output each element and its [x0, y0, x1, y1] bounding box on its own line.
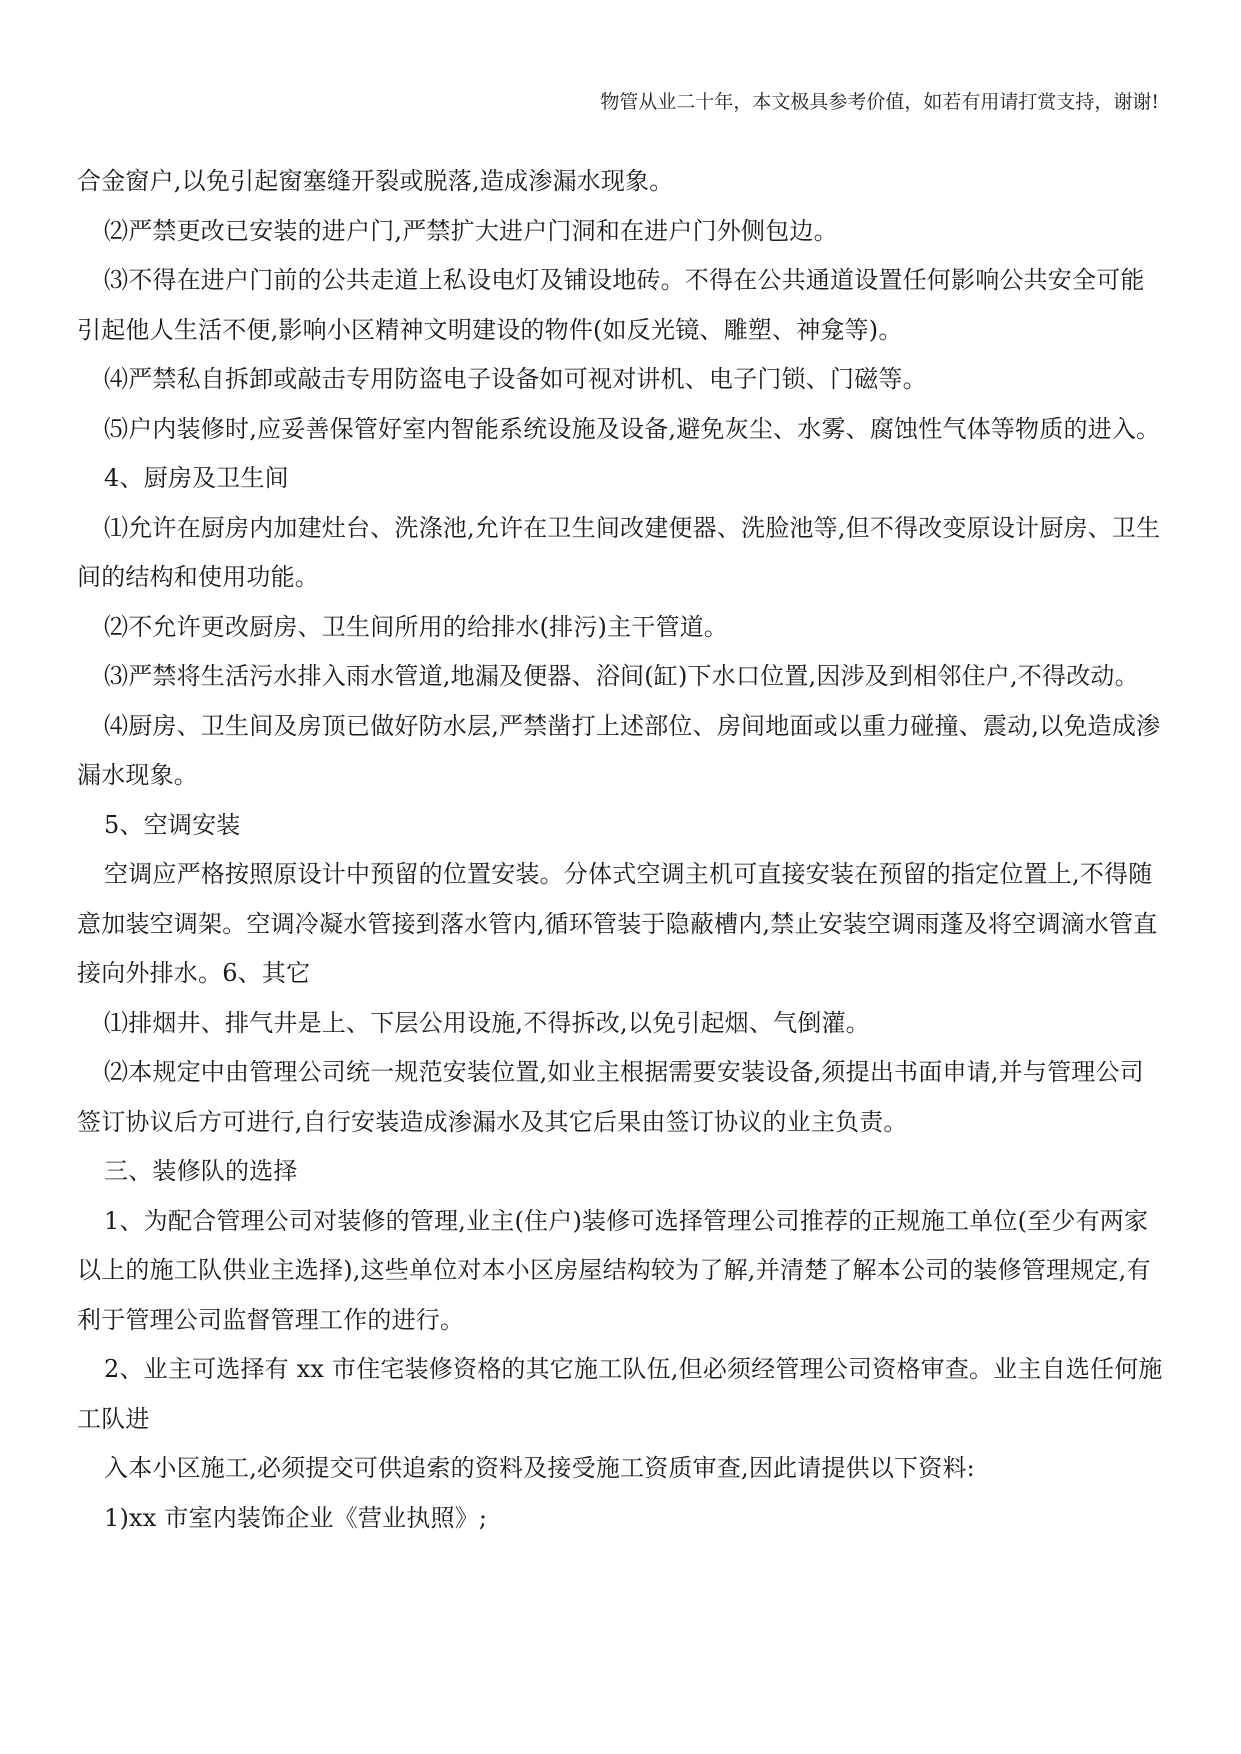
paragraph-public-corridor: ⑶不得在进户门前的公共走道上私设电灯及铺设地砖。不得在公共通道设置任何影响公共安全可能引起他人生活不便,影响小区精神文明建设的物件(如反光镜、雕塑、神龛等)。 — [77, 266, 1145, 344]
paragraph-sewage: ⑶严禁将生活污水排入雨水管道,地漏及便器、浴间(缸)下水口位置,因涉及到相邻住户,不得改动。 — [104, 662, 1139, 690]
paragraph-recommended-contractors: 1、为配合管理公司对装修的管理,业主(住户)装修可选择管理公司推荐的正规施工单位(至少有两家以上的施工队供业主选择),这些单位对本小区房屋结构较为了解,并清楚了解本公司的装修管理规定,有利于管理公司监督管理工作的进行。 — [77, 1206, 1151, 1334]
paragraph-kitchen-fixtures: ⑴允许在厨房内加建灶台、洗涤池,允许在卫生间改建便器、洗脸池等,但不得改变原设计厨房、卫生间的结构和使用功能。 — [77, 513, 1161, 591]
section-heading-air-conditioning: 5、空调安装 — [104, 810, 241, 839]
paragraph-exhaust-shafts: ⑴排烟井、排气井是上、下层公用设施,不得拆改,以免引起烟、气倒灌。 — [104, 1008, 870, 1037]
paragraph-ac-installation: 空调应严格按照原设计中预留的位置安装。分体式空调主机可直接安装在预留的指定位置上,不得随意加装空调架。空调冷凝水管接到落水管内,循环管装于隐蔽槽内,禁止安装空调雨蓬及将空调滴水管直接向外排水。6、其它 — [77, 860, 1158, 987]
paragraph-smart-systems: ⑸户内装修时,应妥善保管好室内智能系统设施及设备,避免灰尘、水雾、腐蚀性气体等物质的进入。 — [104, 414, 1161, 443]
paragraph-self-selected-contractors: 2、业主可选择有 xx 市住宅装修资格的其它施工队伍,但必须经管理公司资格审查。业主自选任何施工队进 — [77, 1355, 1163, 1433]
paragraph-required-documents: 入本小区施工,必须提交可供追索的资料及接受施工资质审查,因此请提供以下资料: — [104, 1454, 975, 1482]
section-heading-contractor-selection: 三、装修队的选择 — [104, 1157, 298, 1185]
list-item-business-license: 1)xx 市室内装饰企业《营业执照》; — [104, 1503, 488, 1532]
paragraph-equipment-application: ⑵本规定中由管理公司统一规范安装位置,如业主根据需要安装设备,须提出书面申请,并与管理公司签订协议后方可进行,自行安装造成渗漏水及其它后果由签订协议的业主负责。 — [77, 1058, 1144, 1136]
section-heading-kitchen-bathroom: 4、厨房及卫生间 — [104, 464, 289, 492]
document-body — [77, 157, 1165, 1543]
paragraph-waterproofing: ⑷厨房、卫生间及房顶已做好防水层,严禁凿打上述部位、房间地面或以重力碰撞、震动,以免造成渗漏水现象。 — [77, 711, 1161, 789]
paragraph-entry-door: ⑵严禁更改已安装的进户门,严禁扩大进户门洞和在进户门外侧包边。 — [104, 216, 838, 245]
paragraph-security-devices: ⑷严禁私自拆卸或敲击专用防盗电子设备如可视对讲机、电子门锁、门磁等。 — [104, 365, 927, 393]
page-header-tagline: 物管从业二十年，本文极具参考价值，如若有用请打赏支持，谢谢! — [600, 91, 1159, 113]
paragraph-main-pipes: ⑵不允许更改厨房、卫生间所用的给排水(排污)主干管道。 — [104, 612, 729, 641]
paragraph-window-continuation: 合金窗户,以免引起窗塞缝开裂或脱落,造成渗漏水现象。 — [77, 167, 674, 195]
